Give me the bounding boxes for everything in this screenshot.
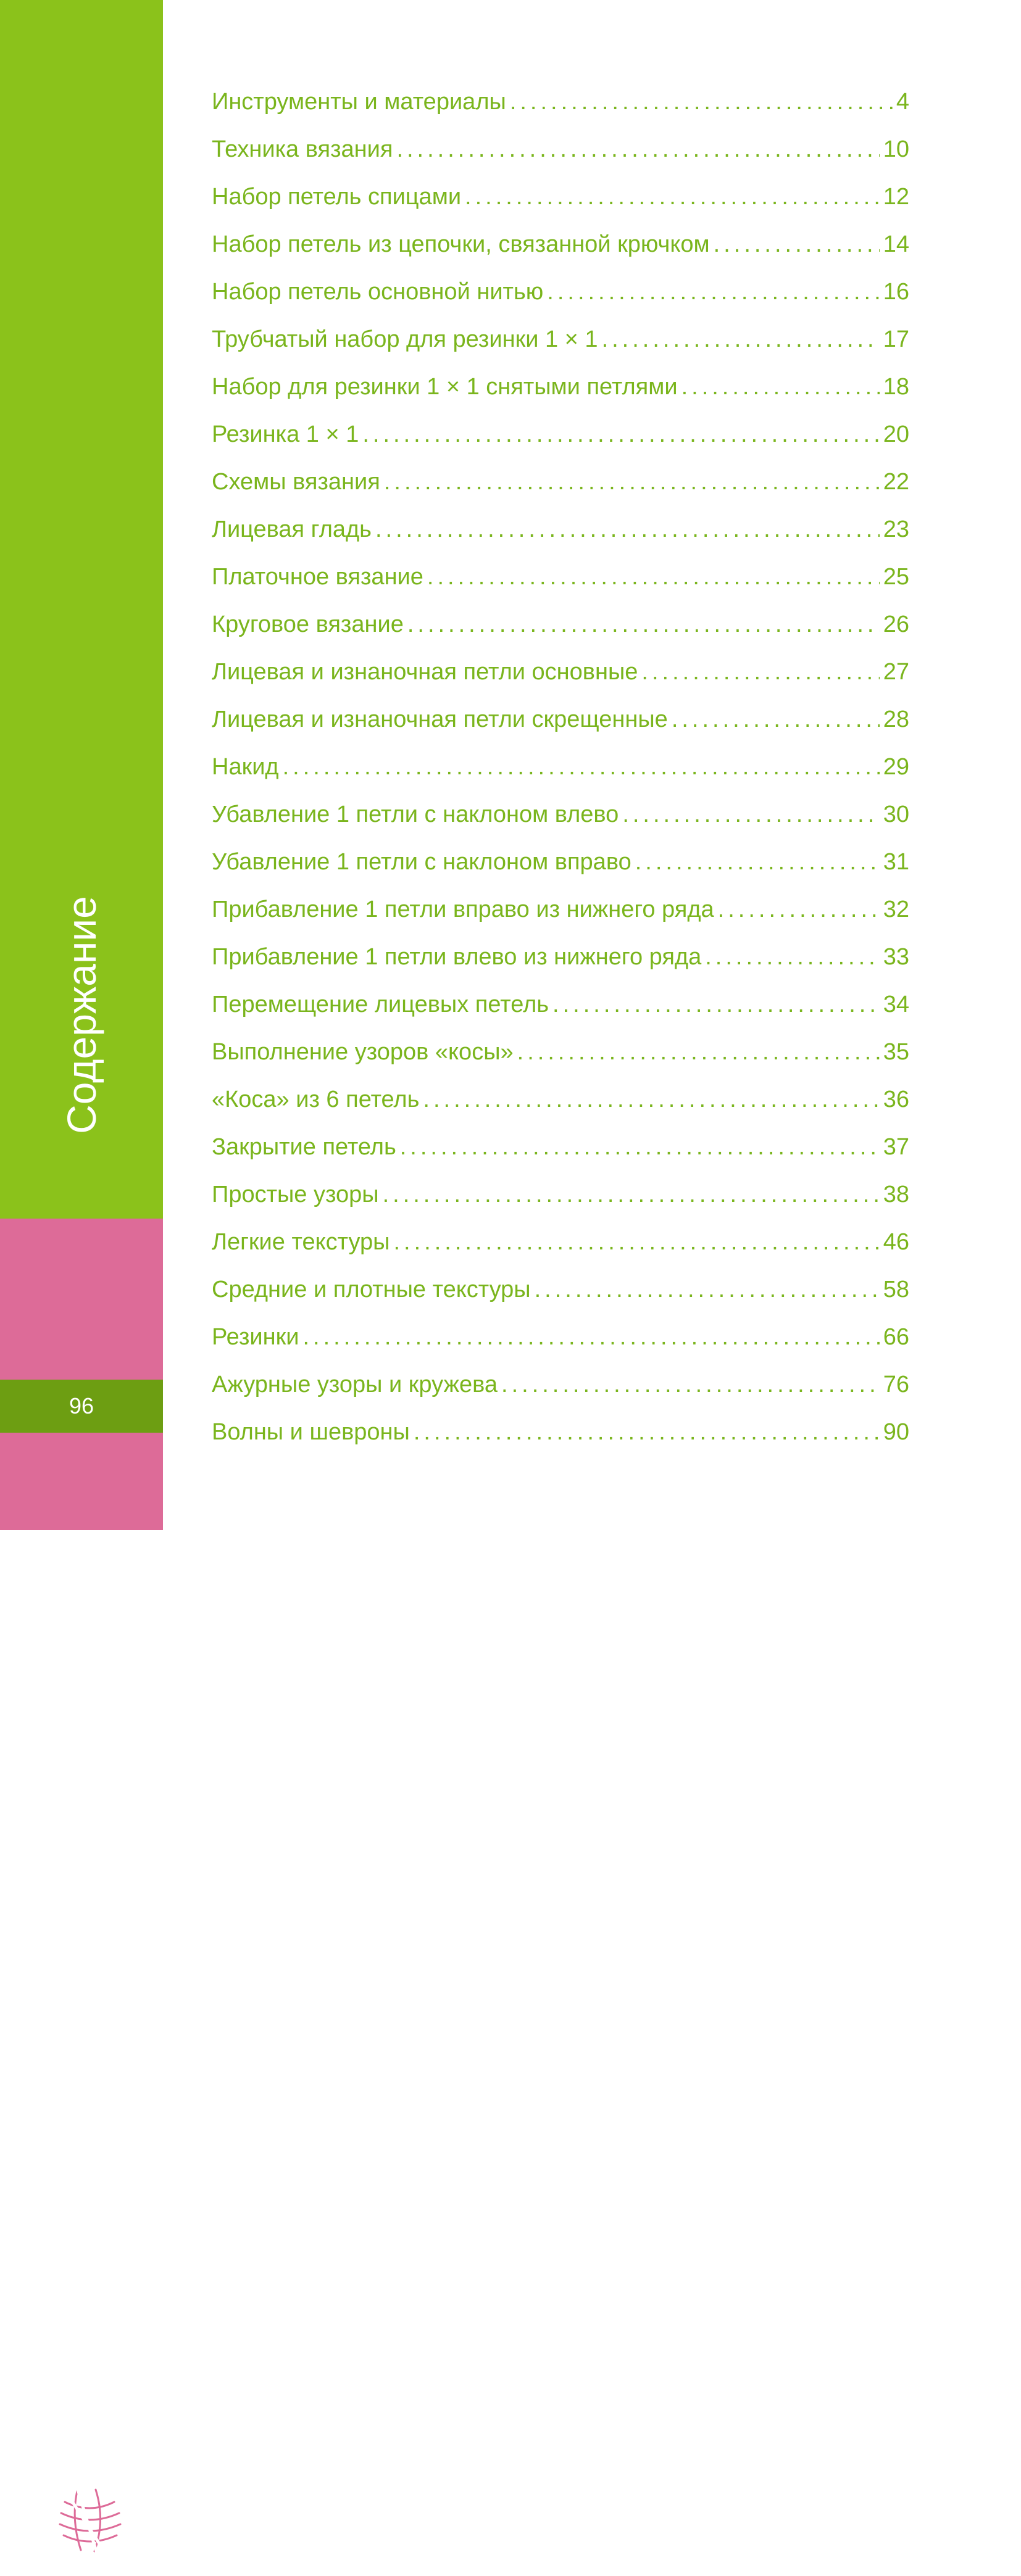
toc-entry-title: Средние и плотные текстуры (212, 1277, 531, 1302)
toc-entry-page: 10 (883, 136, 909, 162)
toc-entry-page: 38 (883, 1182, 909, 1207)
toc-entry-page: 76 (883, 1372, 909, 1398)
toc-entry-title: Набор петель основной нитью (212, 279, 544, 305)
logo-block (0, 1219, 163, 1380)
toc-entry[interactable] (212, 275, 909, 323)
toc-entry-title: Легкие текстуры (212, 1229, 390, 1255)
toc-entry-page: 33 (883, 944, 909, 970)
toc-entry-title: Прибавление 1 петли вправо из нижнего ряда (212, 897, 714, 922)
toc-entry-page: 25 (883, 564, 909, 590)
toc-dot-leader (384, 469, 880, 495)
toc-entry[interactable] (212, 845, 909, 893)
toc-entry[interactable] (212, 418, 909, 465)
toc-dot-leader (535, 1277, 880, 1303)
toc-entry-page: 20 (883, 421, 909, 447)
toc-entry-page: 30 (883, 801, 909, 827)
toc-entry-page: 26 (883, 611, 909, 637)
toc-entry-page: 22 (883, 469, 909, 495)
toc-entry-title: Набор для резинки 1 × 1 снятыми петлями (212, 374, 678, 400)
toc-entry-page: 12 (883, 184, 909, 210)
toc-entry-title: Ажурные узоры и кружева (212, 1372, 498, 1398)
toc-dot-leader (635, 849, 880, 876)
page-number-bar (0, 1380, 163, 1433)
toc-entry-page: 29 (883, 754, 909, 780)
toc-entry[interactable] (212, 1225, 909, 1273)
toc-dot-leader (465, 184, 880, 210)
toc-dot-leader (705, 944, 879, 971)
toc-entry[interactable] (212, 1035, 909, 1083)
toc-entry[interactable] (212, 1130, 909, 1178)
toc-dot-leader (407, 611, 880, 638)
toc-dot-leader (283, 754, 880, 781)
toc-entry[interactable] (212, 560, 909, 608)
toc-dot-leader (396, 136, 879, 163)
toc-entry-title: Инструменты и материалы (212, 89, 506, 115)
toc-dot-leader (427, 564, 880, 590)
toc-entry-title: Круговое вязание (212, 611, 404, 637)
toc-entry-title: Закрытие петель (212, 1134, 396, 1160)
toc-entry[interactable] (212, 513, 909, 560)
toc-dot-leader (414, 1419, 880, 1446)
toc-dot-leader (423, 1087, 879, 1113)
toc-dot-leader (622, 801, 879, 828)
toc-entry[interactable] (212, 465, 909, 513)
toc-entry-page: 46 (883, 1229, 909, 1255)
toc-dot-leader (517, 1039, 880, 1066)
toc-entry[interactable] (212, 180, 909, 228)
page-number: 96 (69, 1393, 94, 1418)
toc-entry-page: 23 (883, 516, 909, 542)
toc-entry-page: 28 (883, 706, 909, 732)
toc-entry[interactable] (212, 1320, 909, 1368)
toc-entry[interactable] (212, 988, 909, 1035)
toc-entry-title: Простые узоры (212, 1182, 379, 1207)
toc-entry-page: 36 (883, 1087, 909, 1112)
toc-entry-page: 90 (883, 1419, 909, 1445)
toc-entry-page: 17 (883, 326, 909, 352)
toc-dot-leader (547, 279, 879, 305)
sidebar-bottom-block (0, 1433, 163, 1530)
toc-entry-page: 31 (883, 849, 909, 875)
toc-entry[interactable] (212, 655, 909, 703)
toc-entry-page: 27 (883, 659, 909, 685)
toc-entry-title: Набор петель из цепочки, связанной крючком (212, 231, 710, 257)
toc-entry[interactable] (212, 85, 909, 133)
toc-entry-title: Перемещение лицевых петель (212, 992, 549, 1017)
toc-dot-leader (501, 1372, 880, 1398)
toc-entry-title: Убавление 1 петли с наклоном вправо (212, 849, 631, 875)
toc-entry-title: Резинка 1 × 1 (212, 421, 359, 447)
toc-entry[interactable] (212, 893, 909, 940)
toc-entry[interactable] (212, 1083, 909, 1130)
toc-dot-leader (718, 897, 880, 923)
toc-entry-title: Прибавление 1 петли влево из нижнего ряда (212, 944, 702, 970)
toc-entry-title: Техника вязания (212, 136, 393, 162)
toc-dot-leader (714, 231, 880, 258)
toc-entry-title: Схемы вязания (212, 469, 380, 495)
toc-dot-leader (302, 1324, 879, 1351)
toc-entry[interactable] (212, 750, 909, 798)
toc-dot-leader (375, 516, 880, 543)
toc-entry[interactable] (212, 1415, 909, 1463)
toc-entry-title: Лицевая и изнаночная петли скрещенные (212, 706, 668, 732)
toc-dot-leader (394, 1229, 880, 1256)
toc-dot-leader (383, 1182, 880, 1208)
toc-entry[interactable] (212, 703, 909, 750)
toc-entry-page: 58 (883, 1277, 909, 1302)
toc-entry[interactable] (212, 133, 909, 180)
toc-dot-leader (672, 706, 880, 733)
toc-entry-title: Лицевая гладь (212, 516, 372, 542)
toc-entry-title: Резинки (212, 1324, 299, 1350)
toc-entry-title: Лицевая и изнаночная петли основные (212, 659, 638, 685)
toc-entry-page: 4 (896, 89, 909, 115)
toc-entry-page: 14 (883, 231, 909, 257)
toc-entry[interactable] (212, 1273, 909, 1320)
toc-dot-leader (602, 326, 880, 353)
toc-entry-page: 18 (883, 374, 909, 400)
toc-entry-title: «Коса» из 6 петель (212, 1087, 420, 1112)
toc-dot-leader (552, 992, 880, 1018)
toc-entry-page: 35 (883, 1039, 909, 1065)
toc-entry[interactable] (212, 1178, 909, 1225)
toc-entry-page: 32 (883, 897, 909, 922)
toc-entry[interactable] (212, 323, 909, 370)
toc-entry-title: Трубчатый набор для резинки 1 × 1 (212, 326, 598, 352)
toc-entry[interactable] (212, 940, 909, 988)
toc-entry-title: Выполнение узоров «косы» (212, 1039, 514, 1065)
toc-dot-leader (510, 89, 893, 115)
yarn-ball-with-needles-icon (22, 2465, 139, 2576)
toc-entry[interactable] (212, 370, 909, 418)
toc-entry-page: 37 (883, 1134, 909, 1160)
toc-dot-leader (400, 1134, 880, 1161)
toc-entry-page: 66 (883, 1324, 909, 1350)
toc-entry-title: Убавление 1 петли с наклоном влево (212, 801, 619, 827)
toc-entry[interactable] (212, 608, 909, 655)
toc-entry-title: Набор петель спицами (212, 184, 462, 210)
toc-entry-title: Накид (212, 754, 279, 780)
toc-entry[interactable] (212, 228, 909, 275)
toc-entry-page: 34 (883, 992, 909, 1017)
toc-dot-leader (362, 421, 879, 448)
toc-entry[interactable] (212, 1368, 909, 1415)
toc-entry-title: Платочное вязание (212, 564, 423, 590)
toc-dot-leader (681, 374, 880, 400)
toc-dot-leader (641, 659, 879, 685)
sidebar-title: Содержание (59, 896, 104, 1134)
toc-entry-page: 16 (883, 279, 909, 305)
table-of-contents (212, 85, 909, 1463)
toc-entry-title: Волны и шевроны (212, 1419, 410, 1445)
toc-entry[interactable] (212, 798, 909, 845)
